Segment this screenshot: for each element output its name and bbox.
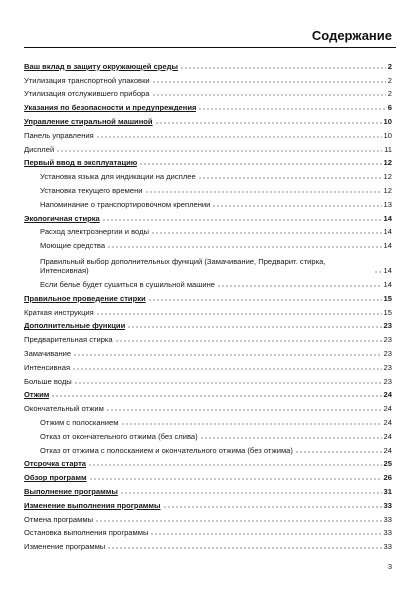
toc-entry-page: 10 <box>383 116 392 126</box>
toc-entry[interactable] <box>24 181 392 195</box>
toc-entry-title: Изменение выполнения программы <box>24 500 161 510</box>
dot-leader <box>96 313 382 315</box>
toc-entry[interactable] <box>24 441 392 455</box>
toc-entry[interactable] <box>24 223 392 237</box>
toc-entry-title: Отказ от окончательного отжима (без слива) <box>40 431 198 441</box>
toc-entry-title: Установка языка для индикации на дисплее <box>40 172 196 182</box>
toc-entry-title: Обзор программ <box>24 473 87 483</box>
toc-entry-page: 6 <box>387 103 392 113</box>
toc-entry[interactable] <box>24 303 392 317</box>
toc-entry-title: Напоминание о транспортировочном креплении <box>40 199 211 209</box>
dot-leader <box>198 108 385 110</box>
toc-entry-page: 15 <box>383 307 392 317</box>
toc-entry[interactable] <box>24 455 392 469</box>
dot-leader <box>145 191 382 193</box>
toc-entry[interactable] <box>24 112 392 126</box>
toc-entry-page: 10 <box>383 130 392 140</box>
toc-entry[interactable] <box>24 98 392 112</box>
toc-entry-page: 14 <box>383 241 392 251</box>
toc-entry[interactable] <box>24 330 392 344</box>
toc-entry[interactable] <box>24 372 392 386</box>
toc-entry[interactable] <box>24 399 392 413</box>
toc-entry-title: Замачивание <box>24 348 72 358</box>
toc-entry-title: Отмена программы <box>24 514 94 524</box>
toc-entry-title: Первый ввод в эксплуатацию <box>24 158 138 168</box>
toc-entry-page: 23 <box>383 376 392 386</box>
toc-entry-title: Моющие средства <box>40 241 106 251</box>
toc-entry-page: 11 <box>384 144 392 154</box>
toc-entry-page: 24 <box>383 445 392 455</box>
toc-entry-page: 26 <box>383 473 392 483</box>
toc-entry-page: 23 <box>383 321 392 331</box>
toc-entry-title: Отсрочка старта <box>24 459 87 469</box>
toc-entry-title: Предварительная стирка <box>24 335 113 345</box>
toc-entry[interactable] <box>24 537 392 551</box>
toc-entry[interactable] <box>24 209 392 223</box>
toc-entry-title: Указания по безопасности и предупреждения <box>24 103 197 113</box>
dot-leader <box>152 81 386 83</box>
dot-leader <box>200 437 382 439</box>
dot-leader <box>217 285 382 287</box>
toc-entry-page: 23 <box>383 362 392 372</box>
toc-entry[interactable] <box>24 57 392 71</box>
toc-entry-page: 2 <box>387 75 392 85</box>
toc-entry-page: 24 <box>383 417 392 427</box>
dot-leader <box>152 94 386 96</box>
dot-leader <box>88 464 382 466</box>
toc-entry-page: 14 <box>383 227 392 237</box>
toc-entry-page: 31 <box>383 486 392 496</box>
dot-leader <box>95 520 382 522</box>
toc-entry-title: Дополнительные функции <box>24 321 126 331</box>
header-rule <box>24 47 396 48</box>
toc-entry-title: Изменение программы <box>24 542 106 552</box>
dot-leader <box>96 136 382 138</box>
toc-entry-title: Утилизация транспортной упаковки <box>24 75 150 85</box>
toc-entry[interactable] <box>24 275 392 289</box>
toc-entry-page: 33 <box>383 528 392 538</box>
toc-entry-title: Остановка выполнения программы <box>24 528 149 538</box>
dot-leader <box>212 205 381 207</box>
toc-entry[interactable] <box>24 413 392 427</box>
toc-entry-page: 14 <box>383 213 392 223</box>
toc-entry-title: Утилизация отслужившего прибора <box>24 89 150 99</box>
toc-entry-page: 33 <box>383 542 392 552</box>
toc-entry[interactable] <box>24 126 392 140</box>
toc-entry[interactable] <box>24 510 392 524</box>
toc-entry-title: Управление стиральной машиной <box>24 116 153 126</box>
toc-entry-title: Если белье будет сушиться в сушильной машине <box>40 279 216 289</box>
dot-leader <box>51 395 381 397</box>
toc-entry-title: Больше воды <box>24 376 72 386</box>
dot-leader <box>121 423 382 425</box>
toc-entry-title: Краткая инструкция <box>24 307 94 317</box>
toc-entry-title: Отказ от отжима с полосканием и окончательного отжима (без отжима) <box>40 445 293 455</box>
dot-leader <box>139 163 381 165</box>
toc-entry-title: Выполнение программы <box>24 486 118 496</box>
toc-entry-title: Интенсивная <box>24 362 71 372</box>
dot-leader <box>151 232 382 234</box>
page-number: 3 <box>387 562 392 571</box>
toc-entry[interactable] <box>24 468 392 482</box>
dot-leader <box>295 451 382 453</box>
toc-entry[interactable] <box>24 317 392 331</box>
toc-entry-page: 2 <box>387 89 392 99</box>
toc-entry[interactable] <box>24 386 392 400</box>
dot-leader <box>73 354 381 356</box>
toc-entry-page: 12 <box>383 158 392 168</box>
toc-entry[interactable] <box>24 195 392 209</box>
dot-leader <box>163 506 382 508</box>
dot-leader <box>120 492 382 494</box>
toc-entry[interactable] <box>24 344 392 358</box>
toc-entry-page: 23 <box>383 335 392 345</box>
toc-entry-page: 25 <box>383 459 392 469</box>
toc-entry-page: 2 <box>387 61 392 71</box>
toc-entry-title: Правильное проведение стирки <box>24 293 146 303</box>
toc-entry-page: 24 <box>383 390 392 400</box>
toc-entry[interactable] <box>24 140 392 154</box>
toc-entry[interactable] <box>24 71 392 85</box>
dot-leader <box>150 533 381 535</box>
toc-entry-page: 23 <box>383 348 392 358</box>
toc-entry-title: Расход электроэнергии и воды <box>40 227 149 237</box>
dot-leader <box>127 326 381 328</box>
toc-entry[interactable] <box>24 289 392 303</box>
table-of-contents <box>24 57 392 551</box>
dot-leader <box>89 478 382 480</box>
toc-entry-title: Установка текущего времени <box>40 185 143 195</box>
toc-entry-title: Ваш вклад в защиту окружающей среды <box>24 61 178 71</box>
toc-entry[interactable] <box>24 358 392 372</box>
toc-entry[interactable] <box>24 427 392 441</box>
toc-entry-title: Отжим с полосканием <box>40 417 119 427</box>
toc-entry[interactable] <box>24 496 392 510</box>
toc-entry[interactable] <box>24 250 392 275</box>
toc-entry-title: Правильный выбор дополнительных функций (Замачивание, Предварит. стирка, Интенсивная) <box>40 257 326 276</box>
dot-leader <box>198 177 382 179</box>
toc-entry[interactable] <box>24 236 392 250</box>
dot-leader <box>56 150 382 152</box>
toc-entry-page: 33 <box>383 514 392 524</box>
toc-entry-title: Отжим <box>24 390 50 400</box>
toc-entry-page: 14 <box>383 279 392 289</box>
toc-entry-title: Дисплей <box>24 144 55 154</box>
dot-leader <box>115 340 382 342</box>
dot-leader <box>107 246 381 248</box>
dot-leader <box>106 409 382 411</box>
toc-entry[interactable] <box>24 524 392 538</box>
dot-leader <box>107 547 381 549</box>
toc-entry[interactable] <box>24 85 392 99</box>
toc-entry-page: 12 <box>383 185 392 195</box>
toc-entry[interactable] <box>24 167 392 181</box>
dot-leader <box>374 271 382 273</box>
dot-leader <box>148 299 382 301</box>
toc-entry-page: 12 <box>383 172 392 182</box>
page-title: Содержание <box>311 28 392 43</box>
dot-leader <box>74 382 382 384</box>
toc-entry-page: 13 <box>383 199 392 209</box>
toc-entry-title: Панель управления <box>24 130 94 140</box>
toc-entry-title: Окончательный отжим <box>24 404 104 414</box>
toc-entry[interactable] <box>24 482 392 496</box>
toc-entry[interactable] <box>24 154 392 168</box>
dot-leader <box>102 219 382 221</box>
dot-leader <box>72 368 381 370</box>
toc-entry-page: 15 <box>383 293 392 303</box>
dot-leader <box>180 67 386 69</box>
toc-entry-page: 33 <box>383 500 392 510</box>
dot-leader <box>155 122 382 124</box>
toc-entry-page: 24 <box>383 404 392 414</box>
toc-entry-title: Экологичная стирка <box>24 213 100 223</box>
toc-entry-page: 24 <box>383 431 392 441</box>
toc-entry-page: 14 <box>383 266 392 276</box>
